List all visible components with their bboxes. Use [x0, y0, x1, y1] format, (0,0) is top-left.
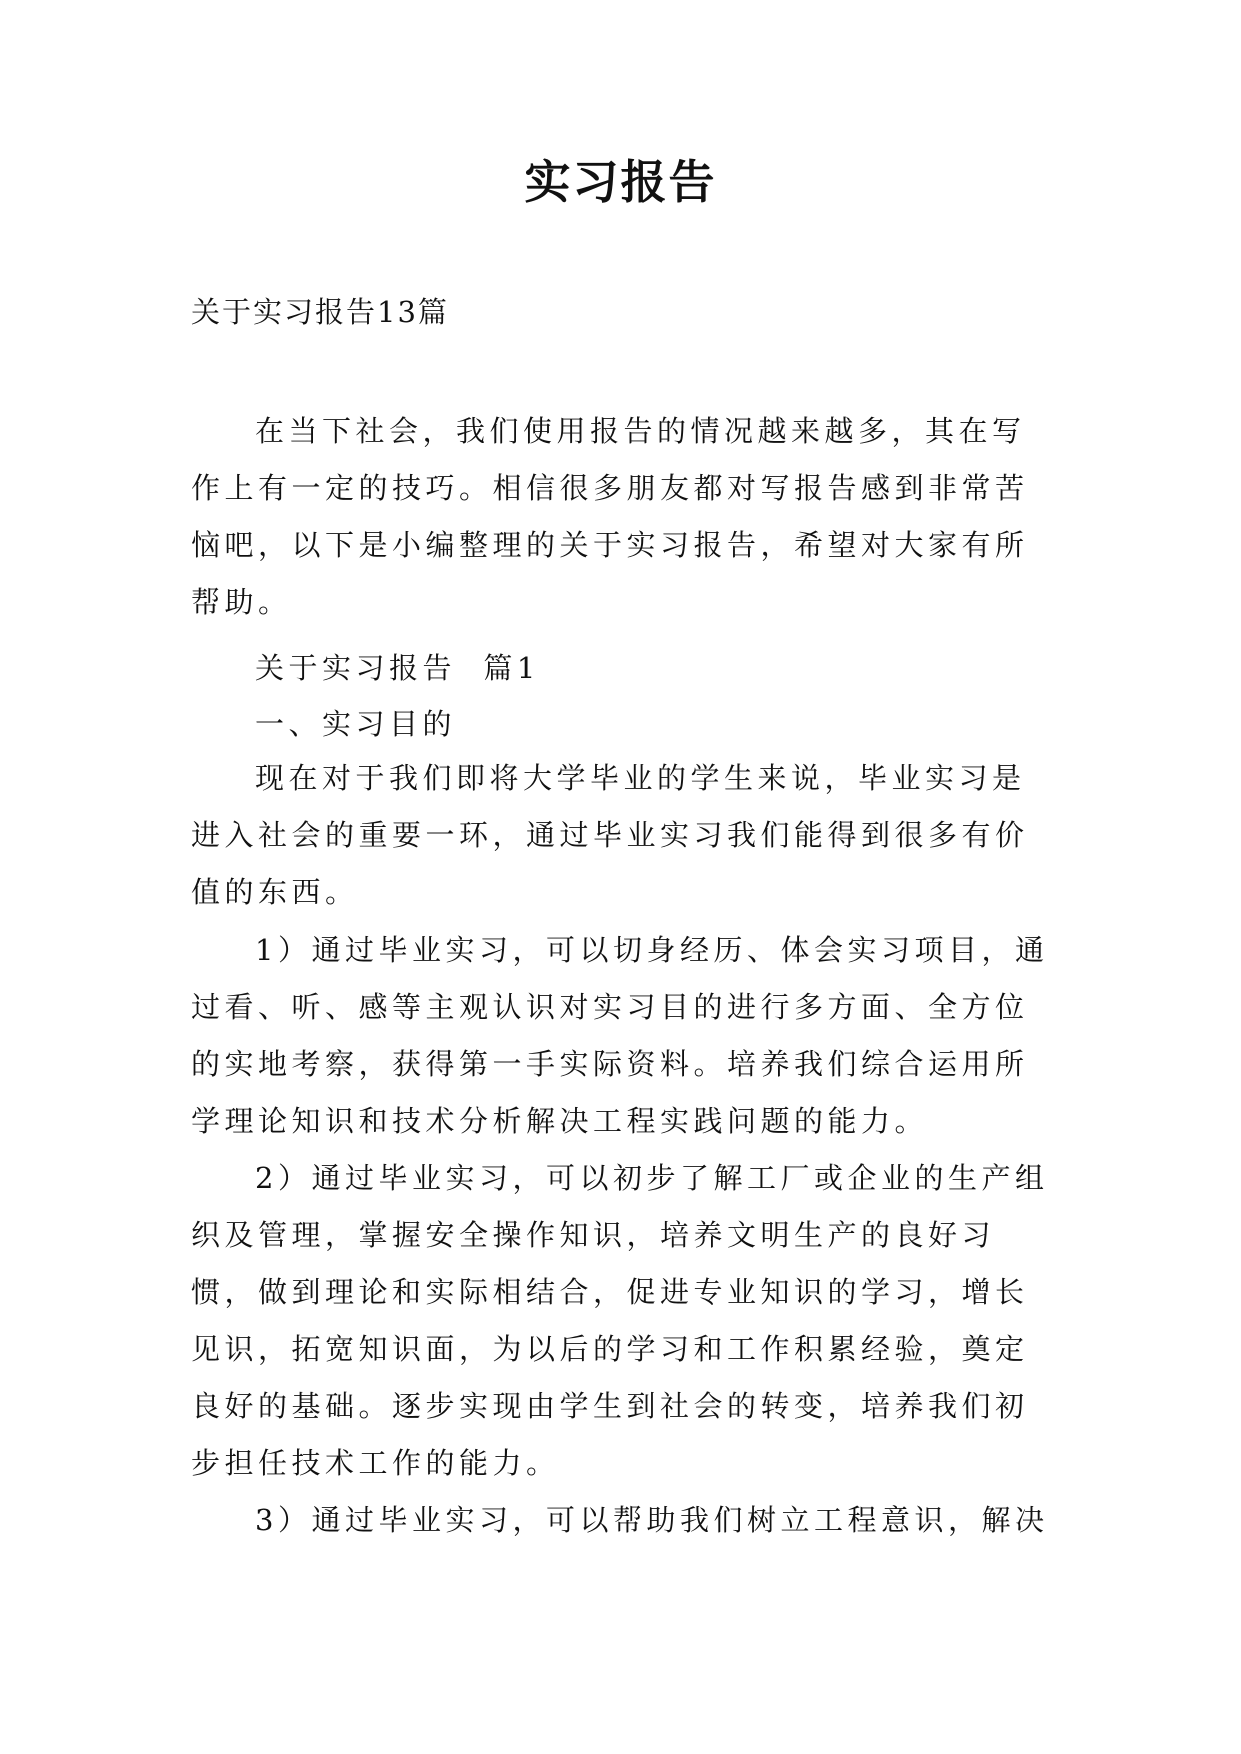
intro-paragraph: 在当下社会，我们使用报告的情况越来越多，其在写作上有一定的技巧。相信很多朋友都对写报告感到非常苦恼吧，以下是小编整理的关于实习报告，希望对大家有所帮助。 — [191, 414, 1029, 619]
paragraph-1: 现在对于我们即将大学毕业的学生来说，毕业实习是进入社会的重要一环，通过毕业实习我们能得到很多有价值的东西。 — [191, 761, 1029, 909]
document-title: 实习报告 — [524, 155, 717, 209]
list-item-3: 3）通过毕业实习，可以帮助我们树立工程意识，解决 — [255, 1503, 1049, 1537]
section-heading: 关于实习报告 篇1 — [255, 651, 540, 685]
list-item-1: 1）通过毕业实习，可以切身经历、体会实习项目，通过看、听、感等主观认识对实习目的进行多方面、全方位的实地考察，获得第一手实际资料。培养我们综合运用所学理论知识和技术分析解决工程实践问题的能力。 — [191, 933, 1049, 1138]
document-subtitle: 关于实习报告13篇 — [191, 295, 449, 329]
section-subheading: 一、实习目的 — [255, 707, 457, 741]
list-item-2: 2）通过毕业实习，可以初步了解工厂或企业的生产组织及管理，掌握安全操作知识，培养文明生产的良好习惯，做到理论和实际相结合，促进专业知识的学习，增长见识，拓宽知识面，为以后的学习和工作积累经验，奠定良好的基础。逐步实现由学生到社会的转变，培养我们初步担任技术工作的能力。 — [191, 1161, 1049, 1480]
